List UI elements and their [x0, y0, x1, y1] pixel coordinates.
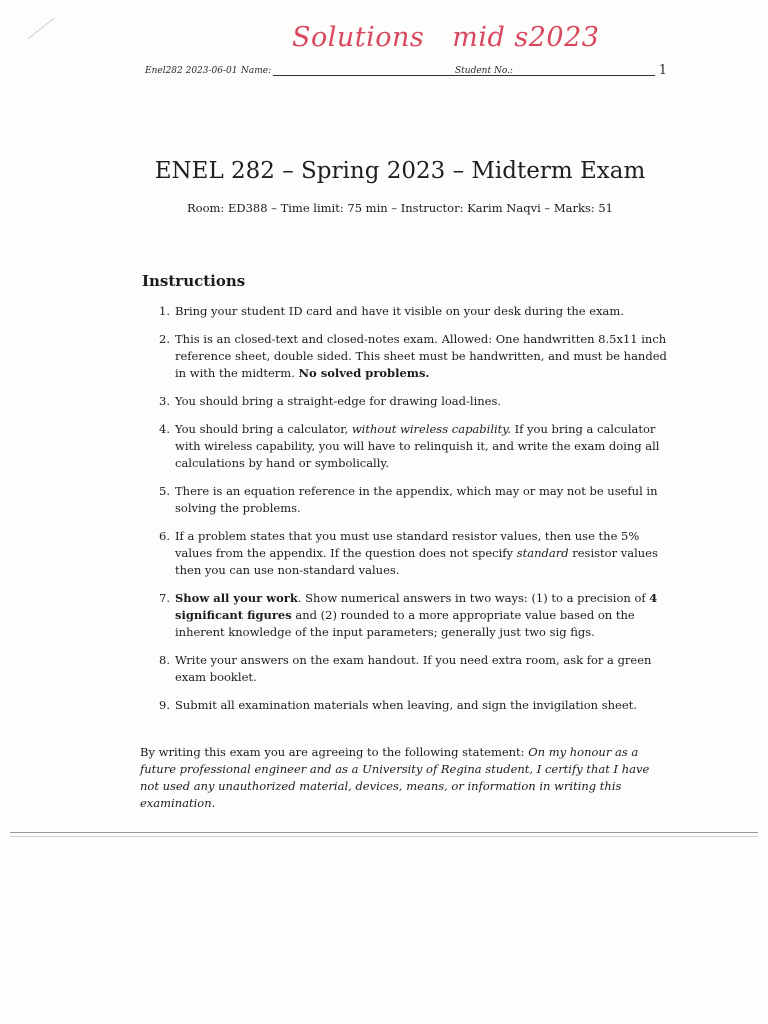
exam-details: Room: ED388 – Time limit: 75 min – Instructor: Karim Naqvi – Marks: 51 — [187, 201, 613, 215]
item-number: 6. — [159, 529, 170, 543]
item-text — [175, 421, 668, 472]
list-item — [150, 331, 668, 382]
item-number: 2. — [159, 332, 170, 346]
item-text — [175, 528, 668, 579]
item-text — [175, 393, 668, 410]
item-text-bold: No solved problems. — [298, 366, 430, 380]
item-text-part: There is an equation reference in the appendix, which may or may not be useful in solving the problems. — [175, 484, 658, 515]
item-text-italic: standard — [516, 546, 569, 560]
statement-lead: By writing this exam you are agreeing to the following statement: — [140, 745, 529, 759]
page-header — [145, 62, 667, 80]
item-text-part: If you bring a calculator with wireless capability, you will have to relinquish it, and write the exam doing all calculations by hand or symbolically. — [175, 422, 660, 470]
scan-mark — [27, 18, 54, 40]
item-text-part: This is an closed-text and closed-notes exam. Allowed: One handwritten 8.5x11 inch reference sheet, double sided. This sheet must be handwritten, and must be handed in with the midterm. — [175, 332, 667, 380]
item-text-part: If a problem states that you must use standard resistor values, then use the 5% values from the appendix. If the question does not specify — [175, 529, 640, 560]
item-number: 3. — [159, 394, 170, 408]
item-text — [175, 303, 668, 320]
item-text-bold: 4 significant figures — [175, 591, 658, 622]
item-text-part: and (2) rounded to a more appropriate value based on the inherent knowledge of the input parameters; generally just two sig figs. — [175, 608, 635, 639]
item-text — [175, 590, 668, 641]
page-number: 1 — [658, 63, 667, 78]
student-no-label: Student No.: — [455, 66, 513, 76]
list-item — [150, 590, 668, 641]
item-text-part: Write your answers on the exam handout. If you need extra room, ask for a green exam booklet. — [175, 653, 652, 684]
item-text-part: You should bring a straight-edge for drawing load-lines. — [175, 394, 502, 408]
item-text — [175, 697, 668, 714]
instructions-list — [150, 303, 668, 725]
item-number: 8. — [159, 653, 170, 667]
item-text-bold: Show all your work — [175, 591, 298, 605]
item-text-part: Bring your student ID card and have it visible on your desk during the exam. — [175, 304, 624, 318]
honour-statement — [140, 744, 668, 812]
list-item — [150, 303, 668, 320]
page-title: ENEL 282 – Spring 2023 – Midterm Exam — [154, 158, 646, 184]
annotation-mid: mid s2023 — [452, 22, 600, 53]
list-item — [150, 393, 668, 410]
list-item — [150, 652, 668, 686]
list-item — [150, 528, 668, 579]
list-item — [150, 697, 668, 714]
item-text — [175, 483, 668, 517]
handwritten-annotation — [292, 22, 627, 53]
instructions-heading: Instructions — [142, 272, 246, 290]
item-number: 1. — [159, 304, 170, 318]
list-item — [150, 421, 668, 472]
item-number: 7. — [159, 591, 170, 605]
item-text-part: . Show numerical answers in two ways: (1) to a precision of — [297, 591, 650, 605]
item-text — [175, 331, 668, 382]
divider — [10, 832, 758, 833]
item-text-italic: without wireless capability. — [351, 422, 511, 436]
item-text — [175, 652, 668, 686]
student-no-field[interactable] — [517, 75, 655, 76]
list-item — [150, 483, 668, 517]
name-label: Name: — [241, 66, 272, 76]
item-text-part: Submit all examination materials when leaving, and sign the invigilation sheet. — [175, 698, 637, 712]
item-number: 5. — [159, 484, 170, 498]
course-code-date: Enel282 2023-06-01 — [145, 66, 238, 76]
statement-quote: On my honour as a future professional engineer and as a University of Regina student, I certify that I have not used any unauthorized material, devices, means, or information in writing this examination. — [140, 745, 650, 810]
divider — [10, 836, 758, 837]
item-text-part: You should bring a calculator, — [175, 422, 352, 436]
item-number: 4. — [159, 422, 170, 436]
item-text-part: resistor values then you can use non-standard values. — [175, 546, 658, 577]
item-number: 9. — [159, 698, 170, 712]
annotation-solutions: Solutions — [292, 22, 425, 53]
